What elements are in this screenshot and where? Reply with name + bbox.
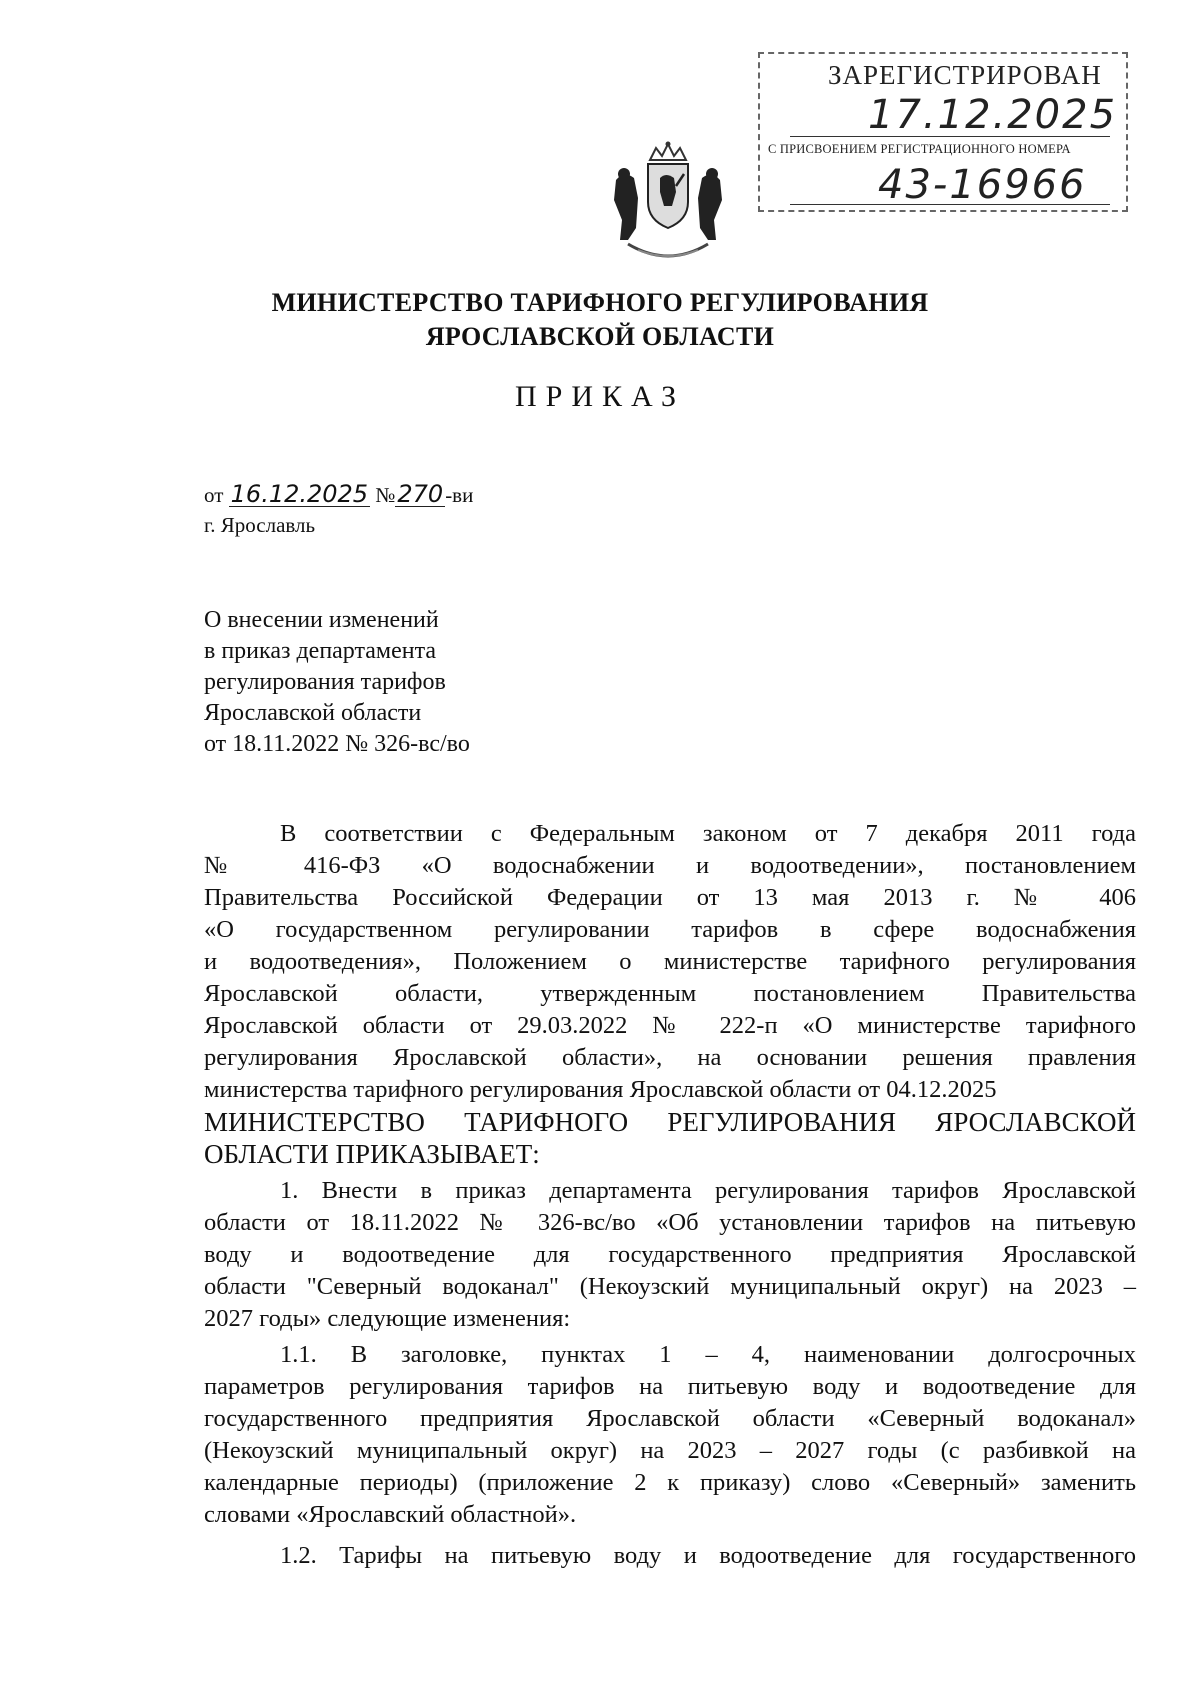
body-line: 1. Внести в приказ департамента регулирования тарифов Ярославской bbox=[280, 1177, 1136, 1204]
stamp-number: 43-16966 bbox=[878, 162, 1087, 208]
body-line: регулирования Ярославской области», на основании решения правления bbox=[204, 1044, 1136, 1071]
coat-of-arms-icon bbox=[598, 140, 738, 270]
body-line: 1.1. В заголовке, пунктах 1 – 4, наименовании долгосрочных bbox=[280, 1341, 1136, 1368]
order-subject bbox=[204, 605, 470, 760]
body-line: Ярославской области от 29.03.2022 № 222-п «О министерстве тарифного bbox=[204, 1012, 1136, 1039]
subject-line: от 18.11.2022 № 326-вс/во bbox=[204, 731, 470, 757]
subject-line: в приказ департамента bbox=[204, 638, 437, 664]
body-line: области "Северный водоканал" (Некоузский муниципальный округ) на 2023 – bbox=[204, 1273, 1136, 1300]
order-date: 16.12.2025 bbox=[230, 480, 369, 508]
order-dateline bbox=[204, 482, 473, 508]
subject-line: О внесении изменений bbox=[204, 607, 439, 633]
body-line: словами «Ярославский областной». bbox=[204, 1501, 577, 1528]
body-line: министерства тарифного регулирования Ярославской области от 04.12.2025 bbox=[204, 1076, 997, 1103]
body-line: В соответствии с Федеральным законом от 7 декабря 2011 года bbox=[280, 820, 1136, 847]
body-line: ОБЛАСТИ ПРИКАЗЫВАЕТ: bbox=[204, 1139, 540, 1169]
number-label: № bbox=[375, 483, 396, 507]
body-line: 2027 годы» следующие изменения: bbox=[204, 1305, 571, 1332]
ministry-title-region: ЯРОСЛАВСКОЙ ОБЛАСТИ bbox=[425, 322, 775, 351]
order-suffix: -ви bbox=[445, 483, 474, 507]
body-line: параметров регулирования тарифов на питьевую воду и водоотведение для bbox=[204, 1373, 1136, 1400]
stamp-title: ЗАРЕГИСТРИРОВАН bbox=[828, 60, 1102, 90]
body-line: № 416-ФЗ «О водоснабжении и водоотведении», постановлением bbox=[204, 852, 1136, 879]
stamp-date: 17.12.2025 bbox=[868, 92, 1118, 138]
order-city: г. Ярославль bbox=[204, 513, 316, 537]
ministry-title: МИНИСТЕРСТВО ТАРИФНОГО РЕГУЛИРОВАНИЯ bbox=[271, 288, 929, 317]
body-line: (Некоузский муниципальный округ) на 2023 – 2027 годы (с разбивкой на bbox=[204, 1437, 1136, 1464]
registration-stamp bbox=[758, 52, 1128, 212]
subject-line: регулирования тарифов bbox=[204, 669, 446, 695]
stamp-caption: С ПРИСВОЕНИЕМ РЕГИСТРАЦИОННОГО НОМЕРА bbox=[768, 142, 1071, 156]
body-line: государственного предприятия Ярославской области «Северный водоканал» bbox=[204, 1405, 1136, 1432]
stamp-divider bbox=[790, 136, 1110, 137]
subject-line: Ярославской области bbox=[204, 700, 422, 726]
document-type: ПРИКАЗ bbox=[515, 380, 685, 413]
body-line: МИНИСТЕРСТВО ТАРИФНОГО РЕГУЛИРОВАНИЯ ЯРОСЛАВСКОЙ bbox=[204, 1107, 1136, 1137]
order-number: 270 bbox=[397, 480, 444, 508]
from-label: от bbox=[204, 483, 224, 507]
body-line: воду и водоотведение для государственного предприятия Ярославской bbox=[204, 1241, 1136, 1268]
body-line: «О государственном регулировании тарифов в сфере водоснабжения bbox=[204, 916, 1136, 943]
body-line: Правительства Российской Федерации от 13 мая 2013 г. № 406 bbox=[204, 884, 1136, 911]
body-line: календарные периоды) (приложение 2 к приказу) слово «Северный» заменить bbox=[204, 1469, 1136, 1496]
body-line: 1.2. Тарифы на питьевую воду и водоотведение для государственного bbox=[280, 1542, 1136, 1569]
stamp-divider bbox=[790, 204, 1110, 205]
body-line: Ярославской области, утвержденным постановлением Правительства bbox=[204, 980, 1136, 1007]
body-line: и водоотведения», Положением о министерстве тарифного регулирования bbox=[204, 948, 1136, 975]
body-line: области от 18.11.2022 № 326-вс/во «Об установлении тарифов на питьевую bbox=[204, 1209, 1136, 1236]
